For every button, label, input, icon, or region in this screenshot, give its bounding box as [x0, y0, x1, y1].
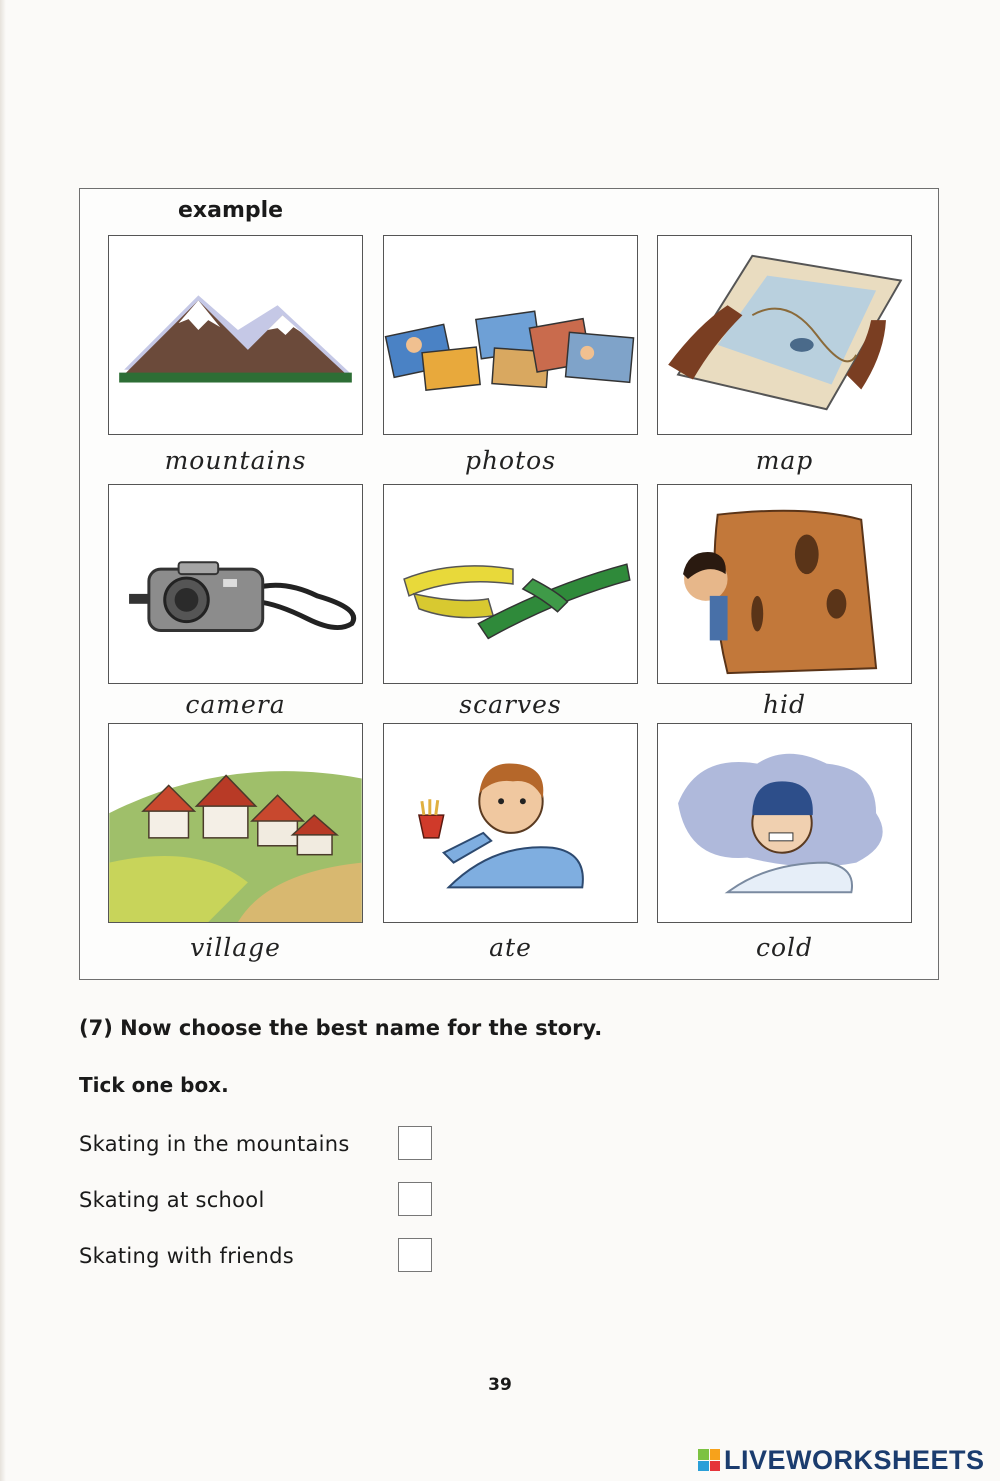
word-hid: hid — [762, 690, 807, 719]
tick-box-skating-at-school[interactable] — [398, 1182, 432, 1216]
picture-cell-ate — [383, 723, 638, 923]
camera-icon — [109, 485, 362, 683]
option-row — [79, 1126, 439, 1162]
word-village: village — [190, 933, 281, 962]
word-cold: cold — [755, 933, 814, 962]
picture-cell-cold — [657, 723, 912, 923]
photos-icon — [384, 236, 637, 434]
liveworksheets-logo-icon — [698, 1449, 720, 1471]
word-photos: photos — [464, 446, 557, 475]
option-label: Skating in the mountains — [79, 1132, 350, 1156]
watermark-text: LIVEWORKSHEETS — [724, 1444, 985, 1475]
word-mountains: mountains — [164, 446, 307, 475]
picture-cell-hid — [657, 484, 912, 684]
picture-cell-camera — [108, 484, 363, 684]
cold-man-icon — [658, 724, 911, 922]
scarves-icon — [384, 485, 637, 683]
picture-cell-mountains — [108, 235, 363, 435]
option-label: Skating at school — [79, 1188, 265, 1212]
page-number: 39 — [488, 1375, 512, 1395]
tick-box-skating-in-the-mountains[interactable] — [398, 1126, 432, 1160]
instruction-text: Tick one box. — [79, 1073, 229, 1097]
option-label: Skating with friends — [79, 1244, 294, 1268]
word-scarves: scarves — [459, 690, 562, 719]
liveworksheets-watermark — [698, 1445, 985, 1475]
picture-cell-photos — [383, 235, 638, 435]
option-row — [79, 1238, 439, 1274]
word-ate: ate — [489, 933, 532, 962]
example-label: example — [178, 198, 284, 223]
mountains-icon — [109, 236, 362, 434]
boy-hiding-icon — [658, 485, 911, 683]
page-edge — [0, 0, 6, 1481]
word-map: map — [755, 446, 814, 475]
village-icon — [109, 724, 362, 922]
option-row — [79, 1182, 439, 1218]
picture-cell-map — [657, 235, 912, 435]
picture-cell-village — [108, 723, 363, 923]
boy-eating-icon — [384, 724, 637, 922]
word-camera: camera — [185, 690, 286, 719]
question-text: (7) Now choose the best name for the story. — [79, 1016, 603, 1040]
map-icon — [658, 236, 911, 434]
picture-cell-scarves — [383, 484, 638, 684]
tick-box-skating-with-friends[interactable] — [398, 1238, 432, 1272]
